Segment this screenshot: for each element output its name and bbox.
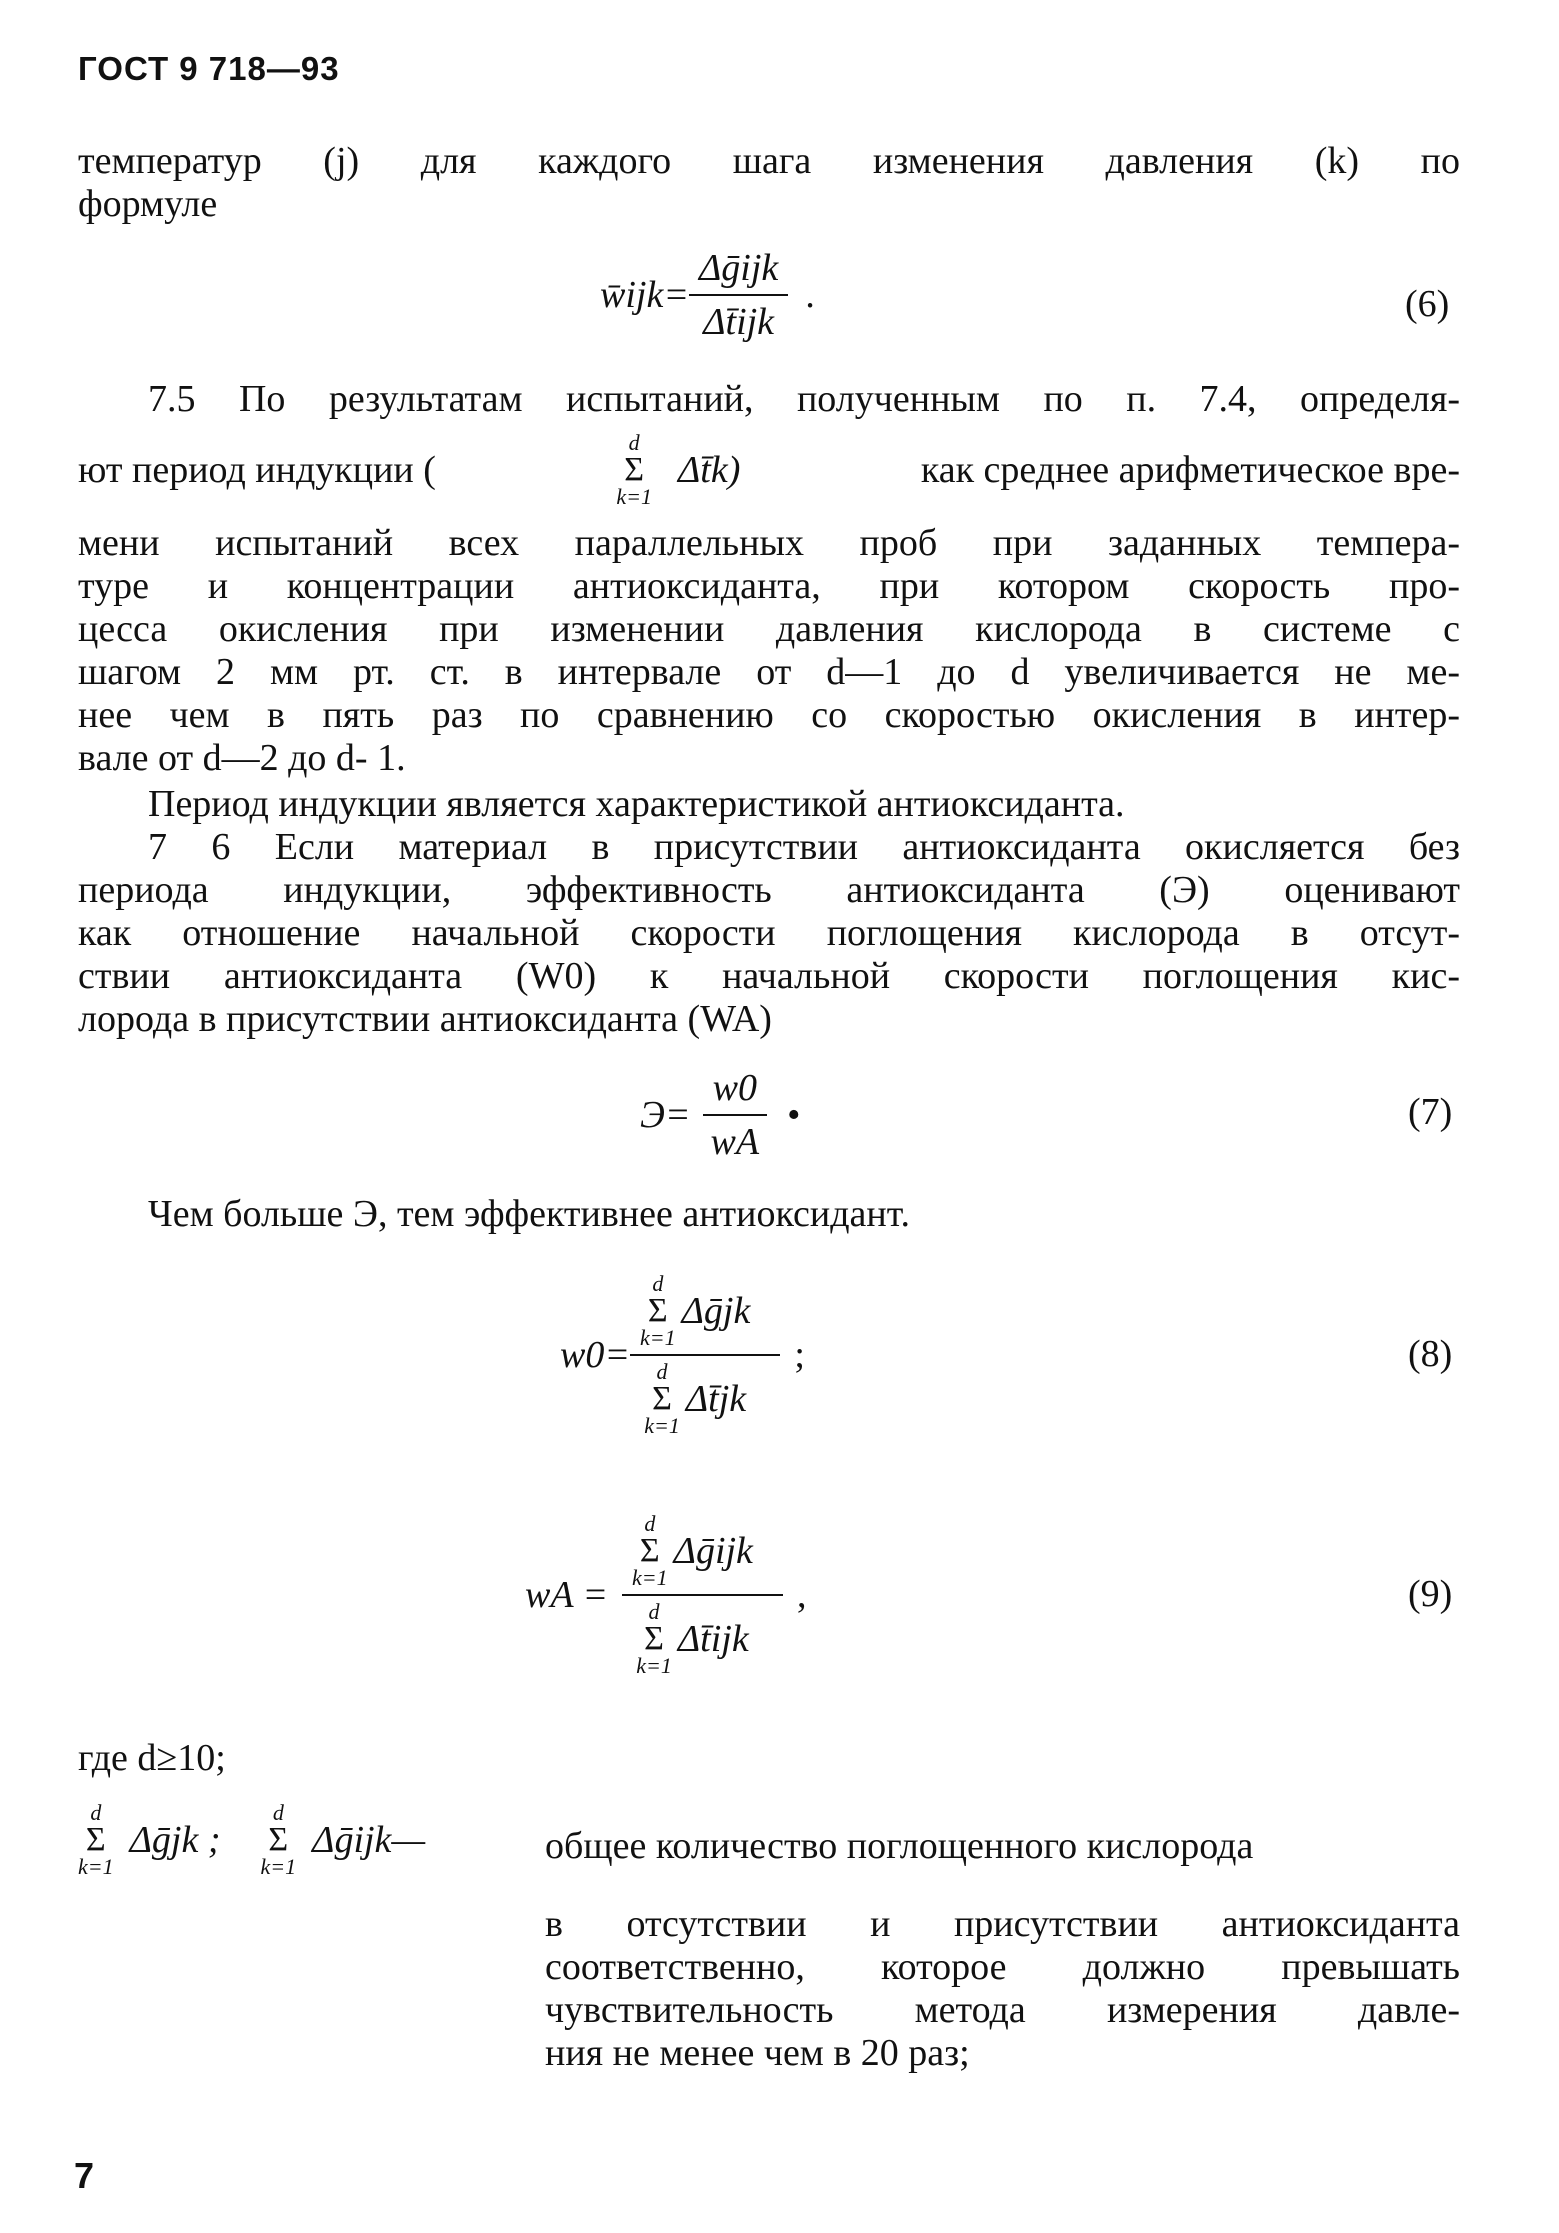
def-term-1: Δḡjk ;: [129, 1819, 221, 1861]
equation-9: [525, 1495, 806, 1695]
sum-upper-limit: d: [648, 1599, 660, 1624]
eq6-numerator: Δḡijk: [689, 246, 788, 296]
eq6-tail: .: [806, 274, 816, 316]
p75-line-6: шагом 2 мм рт. ст. в интервале от d—1 до d увеличивается не ме-: [78, 651, 1460, 693]
eq9-num-sum: [632, 1512, 668, 1590]
eq8-denominator: [634, 1356, 776, 1438]
def-desc-line-2: в отсутствии и присутствии антиоксиданта: [545, 1903, 1460, 1945]
eq7-tail: •: [787, 1094, 801, 1136]
eq8-den-term: Δt̄jk: [685, 1378, 747, 1420]
p75-line-2: [78, 430, 1460, 510]
sum-operator: [616, 431, 652, 509]
def-term-2: Δḡijk—: [312, 1819, 426, 1861]
eq8-numerator: [630, 1272, 780, 1356]
p75-line2-pre: ют период индукции (: [78, 448, 436, 491]
equation-number-8: (8): [1408, 1333, 1453, 1375]
eq9-denominator: [626, 1596, 778, 1678]
sum-upper-limit: d: [628, 430, 640, 455]
sigma-icon: Σ: [268, 1821, 289, 1858]
p75-line-4: туре и концентрации антиоксиданта, при котором скорость про-: [78, 565, 1460, 607]
sum-lower-limit: k=1: [640, 1325, 676, 1350]
induction-statement: Период индукции является характеристикой антиоксиданта.: [148, 783, 1125, 825]
eq6-denominator: Δt̄ijk: [703, 301, 775, 343]
equation-number-7: (7): [1408, 1091, 1453, 1133]
eq9-tail: ,: [796, 1574, 807, 1616]
sum-term: Δt̄k): [677, 448, 741, 491]
sum-lower-limit: k=1: [260, 1854, 297, 1879]
page-number: 7: [74, 2155, 95, 2196]
eq8-tail: ;: [794, 1334, 805, 1376]
eq9-num-term: Δḡijk: [673, 1530, 753, 1572]
sum-lower-limit: k=1: [78, 1854, 114, 1879]
p75-line-3: мени испытаний всех параллельных проб при заданных темпера-: [78, 522, 1460, 564]
eq7-fraction: [701, 1066, 770, 1164]
eq9-numerator: [622, 1512, 783, 1596]
sigma-icon: Σ: [624, 451, 645, 488]
sum-lower-limit: k=1: [616, 484, 652, 509]
equation-8: [560, 1255, 805, 1455]
sum-lower-limit: k=1: [632, 1565, 668, 1590]
p76-line-1: 7 6 Если материал в присутствии антиоксиданта окисляется без: [148, 826, 1460, 868]
def-desc-line-4: чувствительность метода измерения давле-: [545, 1989, 1460, 2031]
eq6-lhs: w̄ijk=: [600, 274, 689, 316]
eq9-lhs: wA =: [525, 1574, 609, 1616]
sigma-icon: Σ: [652, 1380, 672, 1417]
def-sum-2: [261, 1801, 297, 1879]
eq7-numerator: w0: [703, 1066, 767, 1116]
induction-sum: [616, 431, 740, 509]
p76-line-5: лорода в присутствии антиоксиданта (WA): [78, 998, 772, 1040]
sum-lower-limit: k=1: [644, 1413, 680, 1438]
equation-7: [640, 1060, 800, 1170]
equation-number-9: (9): [1408, 1573, 1453, 1615]
p75-line-8: вале от d—2 до d- 1.: [78, 737, 406, 779]
equation-number-6: (6): [1405, 283, 1450, 325]
p76-line-3: как отношение начальной скорости поглощения кислорода в отсут-: [78, 912, 1460, 954]
def-desc-line-3: соответственно, которое должно превышать: [545, 1946, 1460, 1988]
sum-upper-limit: d: [90, 1800, 102, 1825]
p75-line-5: цесса окисления при изменении давления кислорода в системе с: [78, 608, 1460, 650]
intro-line-2: формуле: [78, 183, 218, 225]
def-desc-line-5: ния не менее чем в 20 раз;: [545, 2032, 970, 2074]
definition-terms: [78, 1790, 425, 1890]
eq8-num-sum: [640, 1272, 676, 1350]
sum-lower-limit: k=1: [636, 1653, 672, 1678]
p75-line2-post: как среднее арифметическое вре-: [920, 448, 1460, 491]
eq9-fraction: [622, 1512, 783, 1678]
p76-line-2: периода индукции, эффективность антиоксиданта (Э) оценивают: [78, 869, 1460, 911]
sigma-icon: Σ: [639, 1532, 660, 1569]
sum-upper-limit: d: [644, 1511, 656, 1536]
sum-upper-limit: d: [272, 1800, 284, 1825]
p75-line-7: нее чем в пять раз по сравнению со скоростью окисления в интер-: [78, 694, 1460, 736]
eq7-lhs: Э=: [640, 1094, 691, 1136]
where-clause: где d≥10;: [78, 1737, 226, 1779]
eq7-denominator: wA: [710, 1121, 760, 1163]
eq8-den-sum: [644, 1360, 680, 1438]
sigma-icon: Σ: [644, 1620, 664, 1657]
p75-line-1: 7.5 По результатам испытаний, полученным по п. 7.4, определя-: [148, 378, 1460, 420]
equation-6: [600, 240, 816, 350]
eq6-fraction: [689, 246, 788, 344]
def-desc-line-1: общее количество поглощенного кислорода: [545, 1825, 1254, 1867]
eq9-den-sum: [636, 1600, 672, 1678]
def-sum-1: [78, 1801, 114, 1879]
sigma-icon: Σ: [85, 1821, 106, 1858]
intro-line-1: температур (j) для каждого шага изменения давления (k) по: [78, 140, 1460, 182]
document-header: ГОСТ 9 718—93: [78, 50, 340, 87]
eq8-lhs: w0=: [560, 1334, 630, 1376]
effectiveness-statement: Чем больше Э, тем эффективнее антиоксидант.: [148, 1193, 911, 1235]
eq9-den-term: Δt̄ijk: [677, 1618, 749, 1660]
eq8-fraction: [630, 1272, 780, 1438]
eq8-num-term: Δḡjk: [681, 1290, 751, 1332]
sigma-icon: Σ: [647, 1292, 668, 1329]
sum-upper-limit: d: [652, 1271, 664, 1296]
p76-line-4: ствии антиоксиданта (W0) к начальной скорости поглощения кис-: [78, 955, 1460, 997]
sum-upper-limit: d: [656, 1359, 668, 1384]
